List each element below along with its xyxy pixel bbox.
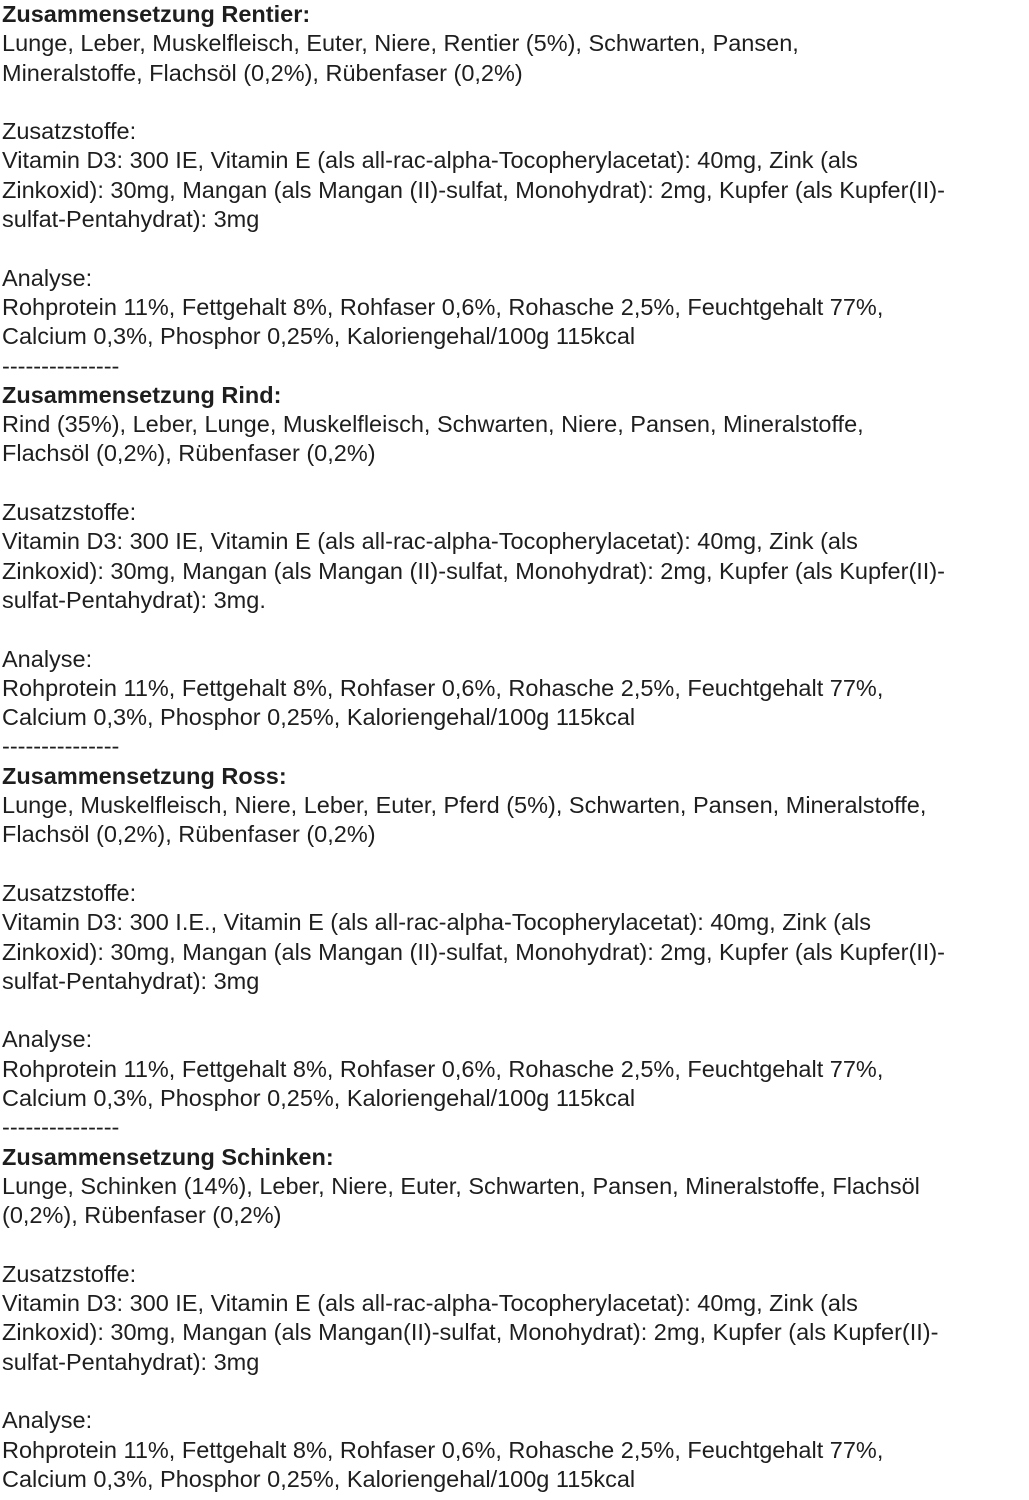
spacer <box>2 615 1027 644</box>
composition-line: Flachsöl (0,2%), Rübenfaser (0,2%) <box>2 440 376 467</box>
additives-line: Vitamin D3: 300 I.E., Vitamin E (als all-rac-alpha-Tocopherylacetat): 40mg, Zink (als <box>2 909 871 936</box>
spacer <box>2 1230 1027 1259</box>
additives-line: Vitamin D3: 300 IE, Vitamin E (als all-rac-alpha-Tocopherylacetat): 40mg, Zink (als <box>2 147 858 174</box>
additives-label: Zusatzstoffe: <box>2 1260 137 1287</box>
section-divider: --------------- <box>2 352 120 379</box>
additives-line: sulfat-Pentahydrat): 3mg <box>2 1348 260 1375</box>
analysis-label: Analyse: <box>2 645 93 672</box>
composition-line: Lunge, Muskelfleisch, Niere, Leber, Euter, Pferd (5%), Schwarten, Pansen, Mineralstoffe, <box>2 792 927 819</box>
composition-document <box>2 0 1027 1494</box>
analysis-line: Calcium 0,3%, Phosphor 0,25%, Kaloriengehal/100g 115kcal <box>2 1084 636 1111</box>
additives-line: sulfat-Pentahydrat): 3mg <box>2 206 260 233</box>
analysis-label: Analyse: <box>2 1026 93 1053</box>
composition-line: Lunge, Schinken (14%), Leber, Niere, Euter, Schwarten, Pansen, Mineralstoffe, Flachsöl <box>2 1172 920 1199</box>
section-heading: Zusammensetzung Schinken: <box>2 1143 334 1170</box>
additives-line: Vitamin D3: 300 IE, Vitamin E (als all-rac-alpha-Tocopherylacetat): 40mg, Zink (als <box>2 528 858 555</box>
analysis-line: Rohprotein 11%, Fettgehalt 8%, Rohfaser 0,6%, Rohasche 2,5%, Feuchtgehalt 77%, <box>2 1436 884 1463</box>
spacer <box>2 88 1027 117</box>
section-ross <box>2 762 1027 1143</box>
section-schinken <box>2 1143 1027 1495</box>
section-rind <box>2 381 1027 762</box>
additives-line: Zinkoxid): 30mg, Mangan (als Mangan (II)-sulfat, Monohydrat): 2mg, Kupfer (als Kupfer(II)- <box>2 176 945 203</box>
additives-label: Zusatzstoffe: <box>2 879 137 906</box>
section-heading: Zusammensetzung Rentier: <box>2 1 311 27</box>
additives-line: Zinkoxid): 30mg, Mangan (als Mangan (II)-sulfat, Monohydrat): 2mg, Kupfer (als Kupfer(II)- <box>2 557 945 584</box>
additives-line: Vitamin D3: 300 IE, Vitamin E (als all-rac-alpha-Tocopherylacetat): 40mg, Zink (als <box>2 1290 858 1317</box>
additives-label: Zusatzstoffe: <box>2 499 137 526</box>
spacer <box>2 469 1027 498</box>
additives-line: sulfat-Pentahydrat): 3mg <box>2 967 260 994</box>
additives-line: sulfat-Pentahydrat): 3mg. <box>2 586 266 613</box>
analysis-label: Analyse: <box>2 1407 93 1434</box>
analysis-label: Analyse: <box>2 264 93 291</box>
additives-label: Zusatzstoffe: <box>2 118 137 145</box>
analysis-line: Calcium 0,3%, Phosphor 0,25%, Kaloriengehal/100g 115kcal <box>2 1465 636 1492</box>
analysis-line: Rohprotein 11%, Fettgehalt 8%, Rohfaser 0,6%, Rohasche 2,5%, Feuchtgehalt 77%, <box>2 1055 884 1082</box>
analysis-line: Rohprotein 11%, Fettgehalt 8%, Rohfaser 0,6%, Rohasche 2,5%, Feuchtgehalt 77%, <box>2 674 884 701</box>
additives-line: Zinkoxid): 30mg, Mangan (als Mangan (II)-sulfat, Monohydrat): 2mg, Kupfer (als Kupfer(II)- <box>2 938 945 965</box>
spacer <box>2 996 1027 1025</box>
composition-line: Rind (35%), Leber, Lunge, Muskelfleisch, Schwarten, Niere, Pansen, Mineralstoffe, <box>2 411 864 438</box>
composition-line: Flachsöl (0,2%), Rübenfaser (0,2%) <box>2 821 376 848</box>
spacer <box>2 1377 1027 1406</box>
spacer <box>2 234 1027 263</box>
section-heading: Zusammensetzung Rind: <box>2 381 282 408</box>
composition-line: Mineralstoffe, Flachsöl (0,2%), Rübenfaser (0,2%) <box>2 59 523 86</box>
composition-line: (0,2%), Rübenfaser (0,2%) <box>2 1202 282 1229</box>
analysis-line: Calcium 0,3%, Phosphor 0,25%, Kaloriengehal/100g 115kcal <box>2 323 636 350</box>
composition-line: Lunge, Leber, Muskelfleisch, Euter, Niere, Rentier (5%), Schwarten, Pansen, <box>2 30 799 57</box>
analysis-line: Calcium 0,3%, Phosphor 0,25%, Kaloriengehal/100g 115kcal <box>2 704 636 731</box>
section-divider: --------------- <box>2 733 120 760</box>
section-heading: Zusammensetzung Ross: <box>2 762 287 789</box>
additives-line: Zinkoxid): 30mg, Mangan (als Mangan(II)-sulfat, Monohydrat): 2mg, Kupfer (als Kupfer(II)- <box>2 1319 939 1346</box>
section-rentier <box>2 0 1027 381</box>
analysis-line: Rohprotein 11%, Fettgehalt 8%, Rohfaser 0,6%, Rohasche 2,5%, Feuchtgehalt 77%, <box>2 293 884 320</box>
section-divider: --------------- <box>2 1114 120 1141</box>
spacer <box>2 850 1027 879</box>
